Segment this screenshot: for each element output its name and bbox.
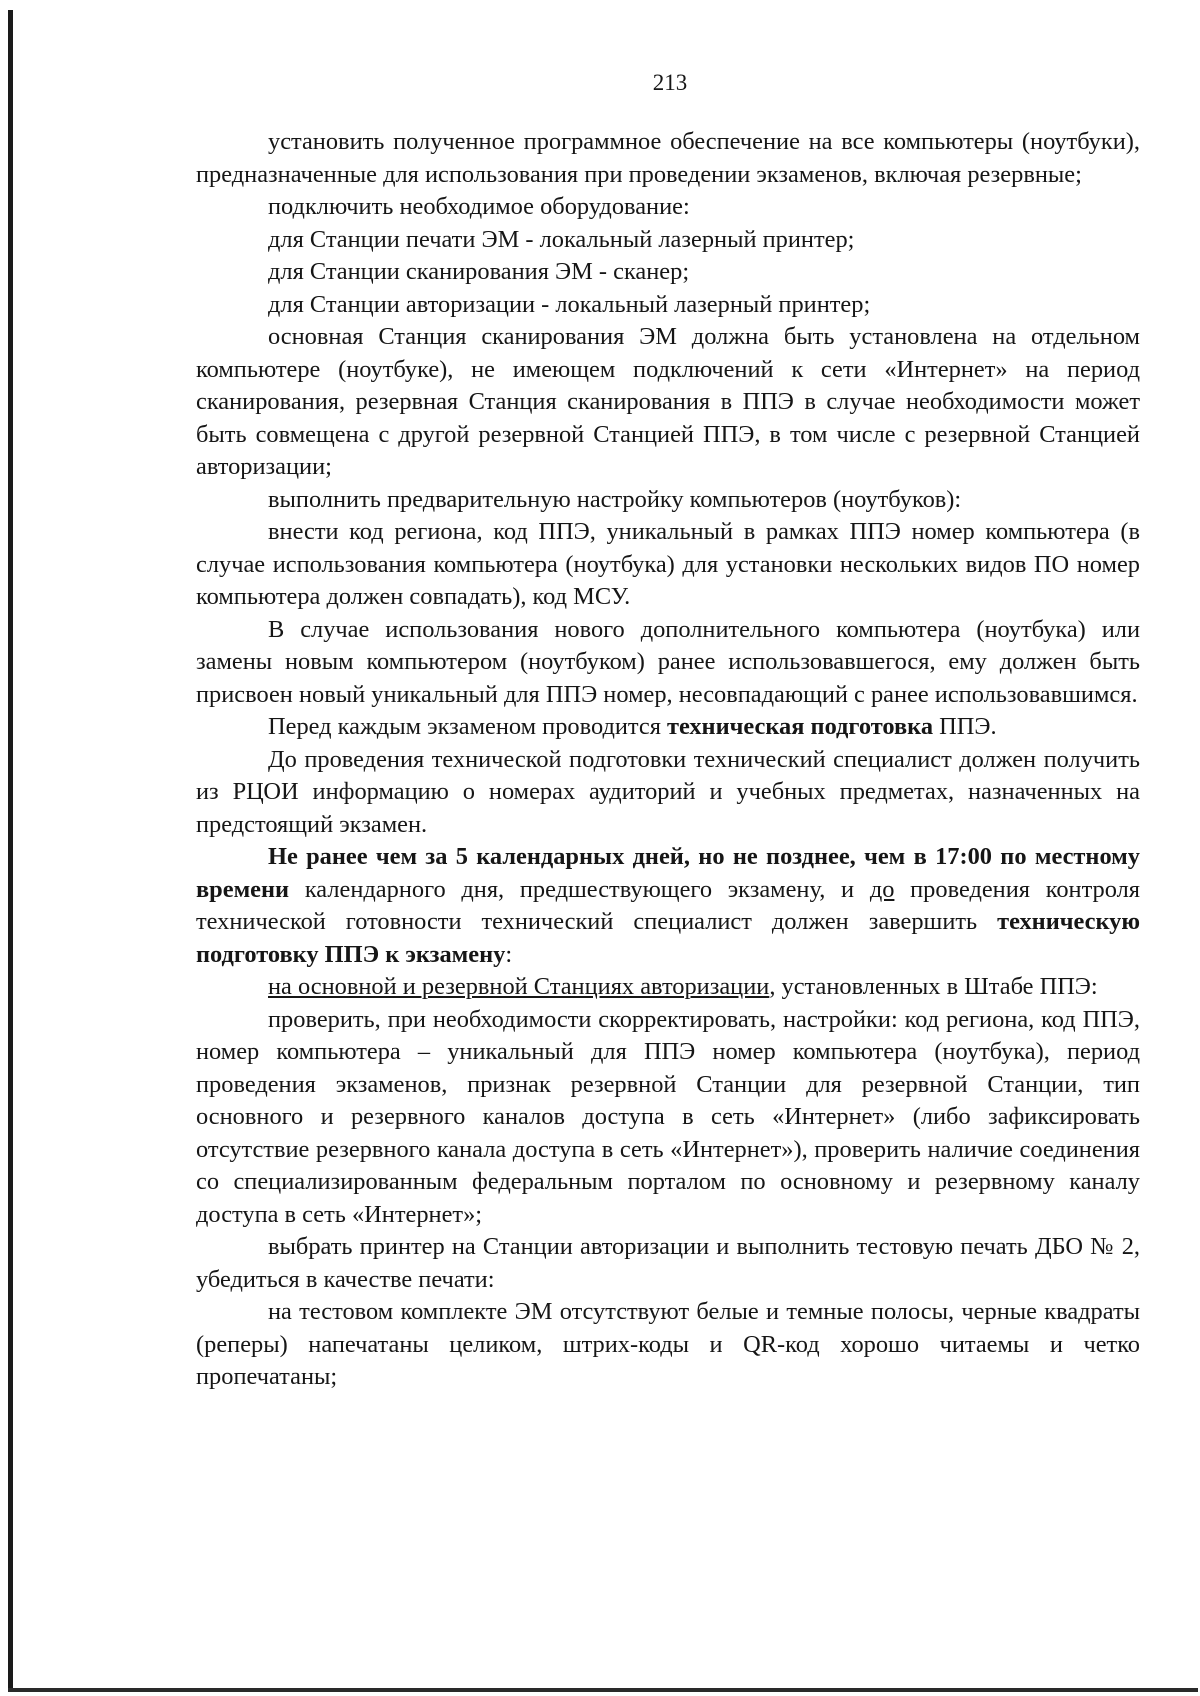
paragraph-5: для Станции авторизации - локальный лазерный принтер; bbox=[268, 290, 871, 318]
paragraph-15: выбрать принтер на Станции авторизации и выполнить тестовую печать ДБО № 2, убедиться в качестве печати: bbox=[196, 1233, 1140, 1293]
text-run: , установленных в Штабе ППЭ: bbox=[769, 973, 1098, 1000]
paragraph-7: выполнить предварительную настройку компьютеров (ноутбуков): bbox=[268, 485, 962, 513]
scan-edge-bottom bbox=[8, 1688, 1198, 1692]
page-number: 213 bbox=[652, 70, 688, 95]
bold-run: техническая подготовка bbox=[667, 713, 934, 740]
paragraph-4: для Станции сканирования ЭМ - сканер; bbox=[268, 258, 690, 285]
paragraph-16: на тестовом комплекте ЭМ отсутствуют белые и темные полосы, черные квадраты (реперы) напечатаны целиком, штрих-коды и QR-код хорошо читаемы и четко пропечатаны; bbox=[196, 1298, 1140, 1390]
paragraph-11: До проведения технической подготовки технический специалист должен получить из РЦОИ информацию о номерах аудиторий и учебных предметах, назначенных на предстоящий экзамен. bbox=[196, 745, 1140, 838]
page-body bbox=[196, 126, 1140, 1394]
bold-run: техническую подготовку ППЭ к экзамену bbox=[196, 908, 1140, 968]
text-run: Перед каждым экзаменом проводится bbox=[268, 713, 668, 740]
paragraph-14: проверить, при необходимости скорректировать, настройки: код региона, код ППЭ, номер компьютера – уникальный для ППЭ номер компьютера (ноутбука), период проведения экзаменов, признак резервной Станции для резервной Станции, тип основного и резервного каналов доступа в сеть «Интернет» (либо зафиксировать отсутствие резервного канала доступа в сеть «Интернет»), проверить наличие соединения со специализированным федеральным порталом по основному и резервному каналу доступа в сеть «Интернет»; bbox=[196, 1005, 1140, 1228]
text-run: : bbox=[505, 940, 513, 968]
bold-run: Не ранее чем за 5 календарных дней, но не позднее, чем в 17:00 по местному времени bbox=[196, 843, 1140, 903]
paragraph-6: основная Станция сканирования ЭМ должна быть установлена на отдельном компьютере (ноутбуке), не имеющем подключений к сети «Интернет» на период сканирования, резервная Станция сканирования в ППЭ в случае необходимости может быть совмещена с другой резервной Станцией ППЭ, в том числе с резервной Станцией авторизации; bbox=[196, 323, 1140, 480]
text-run: ППЭ. bbox=[933, 713, 997, 740]
underline-run: на основной и резервной Станциях авторизации bbox=[268, 973, 770, 1000]
text-run: проведения контроля технической готовности технический специалист должен завершить bbox=[196, 875, 1140, 935]
text-run: календарного дня, предшествующего экзамену, и bbox=[289, 875, 870, 903]
paragraph-9: В случае использования нового дополнительного компьютера (ноутбука) или замены новым компьютером (ноутбуком) ранее использовавшегося, ему должен быть присвоен новый уникальный для ППЭ номер, несовпадающий с ранее использовавшимся. bbox=[196, 615, 1140, 708]
paragraph-10 bbox=[196, 711, 1140, 744]
scan-edge-left bbox=[8, 10, 13, 1690]
paragraph-12 bbox=[196, 841, 1140, 971]
underline-run: до bbox=[869, 875, 895, 903]
paragraph-1: установить полученное программное обеспечение на все компьютеры (ноутбуки), предназначенные для использования при проведении экзаменов, включая резервные; bbox=[196, 128, 1140, 188]
paragraph-13 bbox=[196, 971, 1140, 1004]
paragraph-2: подключить необходимое оборудование: bbox=[268, 193, 690, 220]
paragraph-3: для Станции печати ЭМ - локальный лазерный принтер; bbox=[268, 225, 855, 253]
paragraph-8: внести код региона, код ППЭ, уникальный в рамках ППЭ номер компьютера (в случае использования компьютера (ноутбука) для установки нескольких видов ПО номер компьютера должен совпадать), код МСУ. bbox=[196, 518, 1140, 610]
